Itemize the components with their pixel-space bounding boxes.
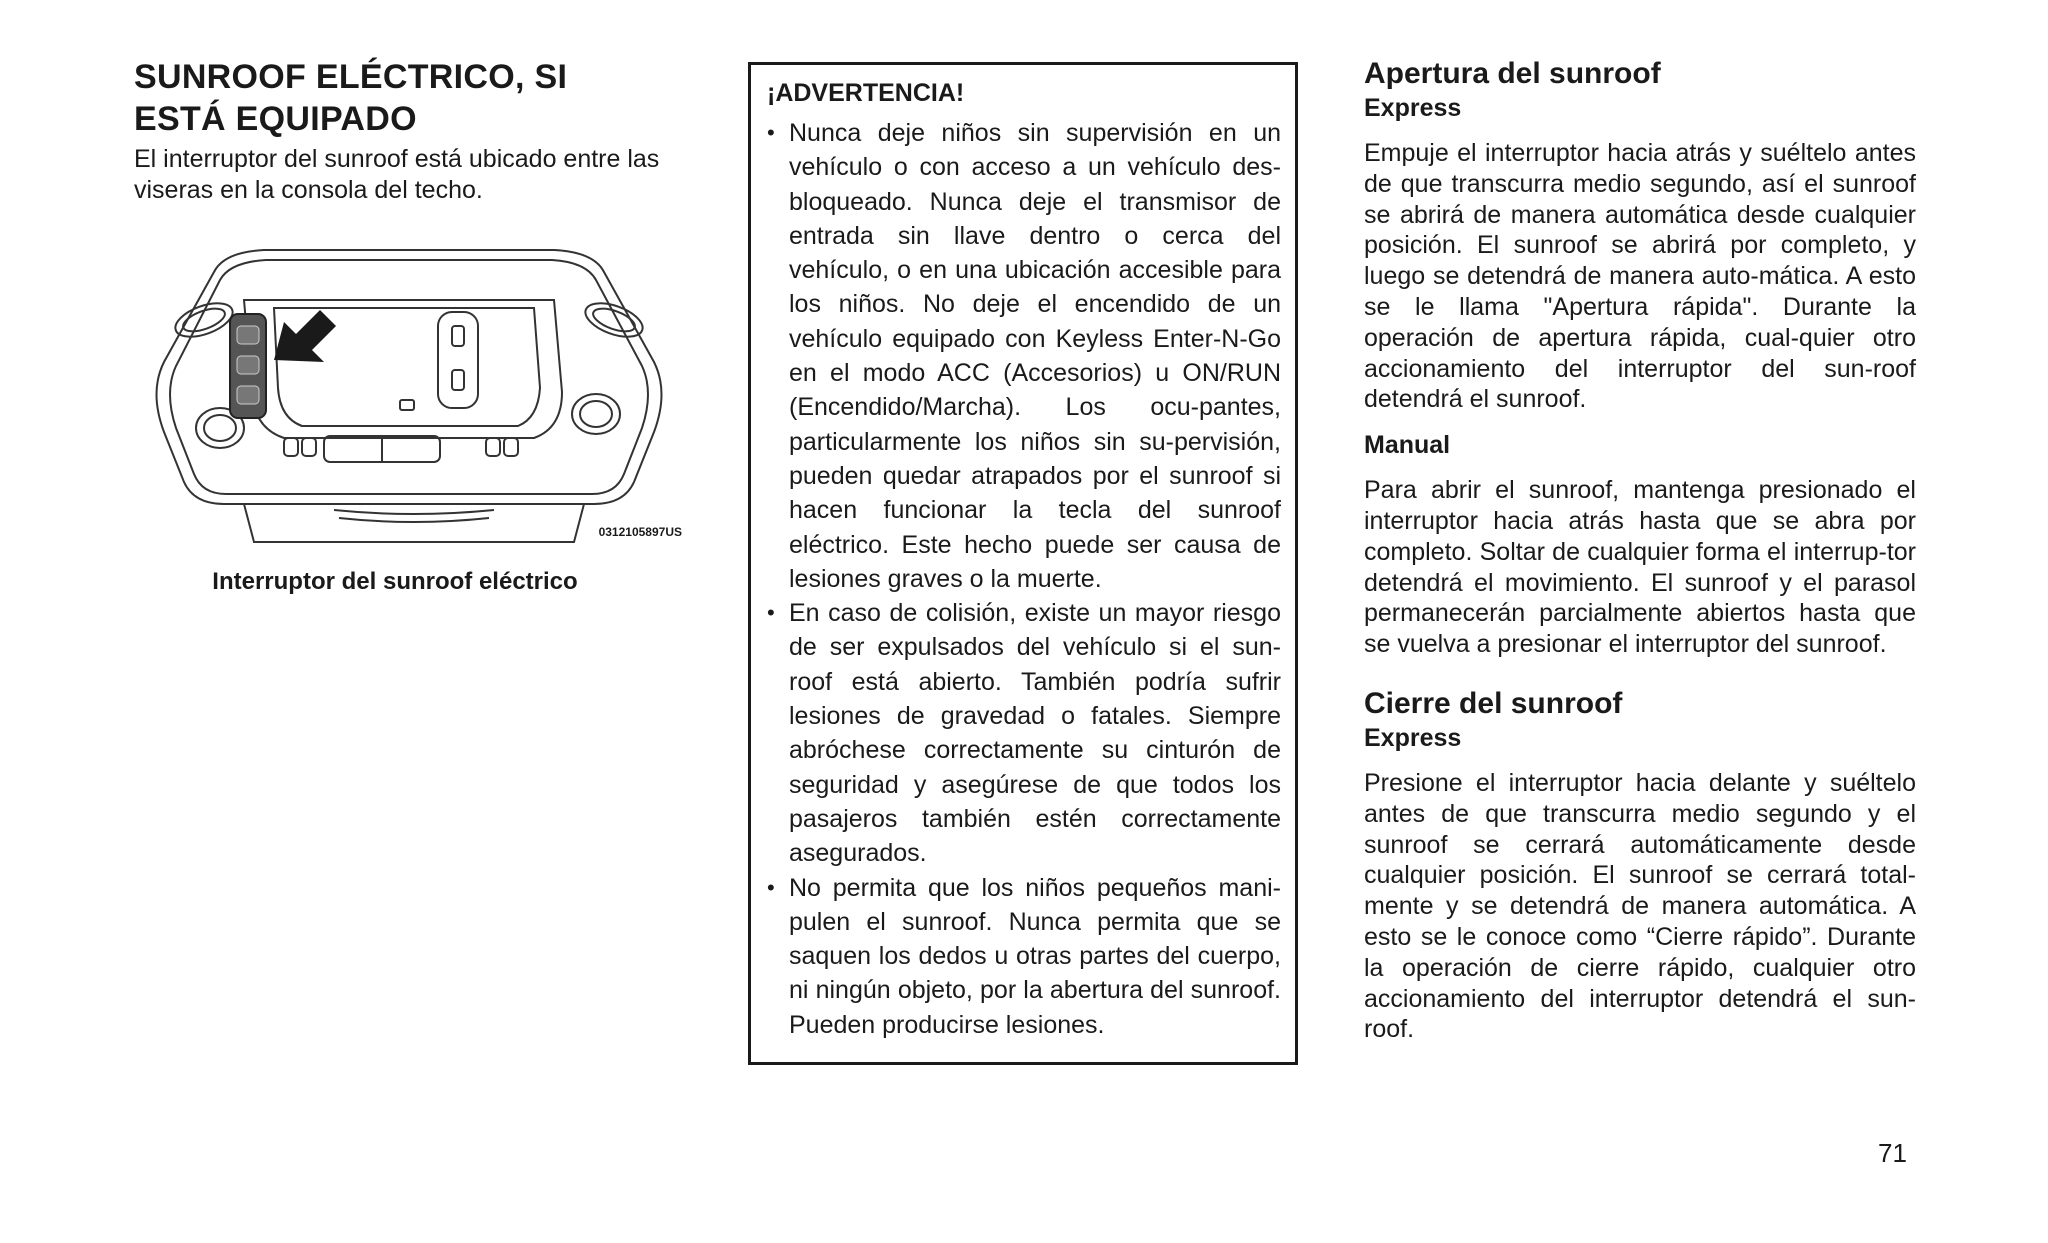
page-number: 71	[1878, 1138, 1907, 1168]
bullet-icon: •	[767, 120, 775, 145]
opening-manual-label: Manual	[1364, 431, 1451, 460]
figure-caption: Interruptor del sunroof eléctrico	[212, 568, 578, 595]
warning-item-text: Nunca deje niños sin supervisión en un vehículo o con acceso a un vehículo des-bloqueado. Nunca deje el transmisor de entrada sin llave dentro o cerca del vehículo, o en una ubicación accesible para los niños. No deje el encendido de un vehículo equipado con Keyless Enter-N-Go en el modo ACC (Accesorios) u ON/RUN (Encendido/Marcha). Los ocu-pantes, particularmente los niños sin su-pervisión, pueden quedar atrapados por el sunroof si hacen funcionar la tecla del sunroof eléctrico. Este hecho puede ser causa de lesiones graves o la muerte.	[789, 119, 1281, 593]
opening-express-label: Express	[1364, 94, 1462, 122]
section-title	[134, 56, 694, 140]
opening-express-text: Empuje el interruptor hacia atrás y suéltelo antes de que transcurra medio segundo, así el sunroof se abrirá de manera automática desde cualquier posición. El sunroof se abrirá por completo, y luego se detendrá de manera auto-mática. A esto se le llama "Apertura rápida". Durante la operación de apertura rápida, cual-quier otro accionamiento del interruptor del sun-roof detendrá el sunroof.	[1364, 139, 1916, 414]
section-title-line2: ESTÁ EQUIPADO	[134, 100, 417, 138]
closing-section-title: Cierre del sunroof	[1364, 686, 1623, 720]
warning-box	[748, 62, 1298, 1065]
right-column	[1364, 56, 1916, 1045]
opening-section-title: Apertura del sunroof	[1364, 57, 1661, 90]
section-title-line1: SUNROOF ELÉCTRICO, SI	[134, 58, 568, 96]
bullet-icon: •	[767, 600, 775, 626]
warning-item	[767, 871, 1281, 1042]
overhead-console-illustration	[134, 242, 694, 552]
closing-express-label: Express	[1364, 723, 1462, 752]
warning-item	[767, 116, 1281, 596]
intro-paragraph: El interruptor del sunroof está ubicado entre las viseras en la consola del techo.	[134, 145, 660, 204]
closing-express-text: Presione el interruptor hacia delante y suéltelo antes de que transcurra medio segundo y el sunroof se cerrará automáticamente desde cualquier posición. El sunroof se cerrará total-mente y se detendrá de manera automática. A esto se le conoce como “Cierre rápido”. Durante la operación de cierre rápido, cualquier otro accionamiento del interruptor detendrá el sun-roof.	[1364, 768, 1916, 1044]
bullet-icon: •	[767, 874, 775, 900]
warning-item-text: No permita que los niños pequeños mani-pulen el sunroof. Nunca permita que se saquen los dedos u otras partes del cuerpo, ni ningún objeto, por la abertura del sunroof. Pueden producirse lesiones.	[789, 873, 1281, 1039]
warning-item-text: En caso de colisión, existe un mayor riesgo de ser expulsados del vehículo si el sun-roof está abierto. También podría sufrir lesiones de gravedad o fatales. Siempre abróchese correctamente su cinturón de seguridad y asegúrese de que todos los pasajeros también estén correctamente asegurados.	[789, 599, 1281, 868]
opening-manual-text: Para abrir el sunroof, mantenga presionado el interruptor hacia atrás hasta que se abra por completo. Soltar de cualquier forma el interrup-tor detendrá el movimiento. El sunroof y el parasol permanecerán parcialmente abiertos hasta que se vuelva a presionar el interruptor del sunroof.	[1364, 476, 1916, 659]
warning-list	[767, 116, 1281, 1042]
left-column	[134, 56, 694, 596]
warning-item	[767, 596, 1281, 870]
middle-column	[748, 62, 1298, 1065]
figure-code: 0312105897US	[598, 525, 682, 539]
overhead-console-figure	[134, 242, 694, 552]
warning-title: ¡ADVERTENCIA!	[767, 79, 965, 107]
